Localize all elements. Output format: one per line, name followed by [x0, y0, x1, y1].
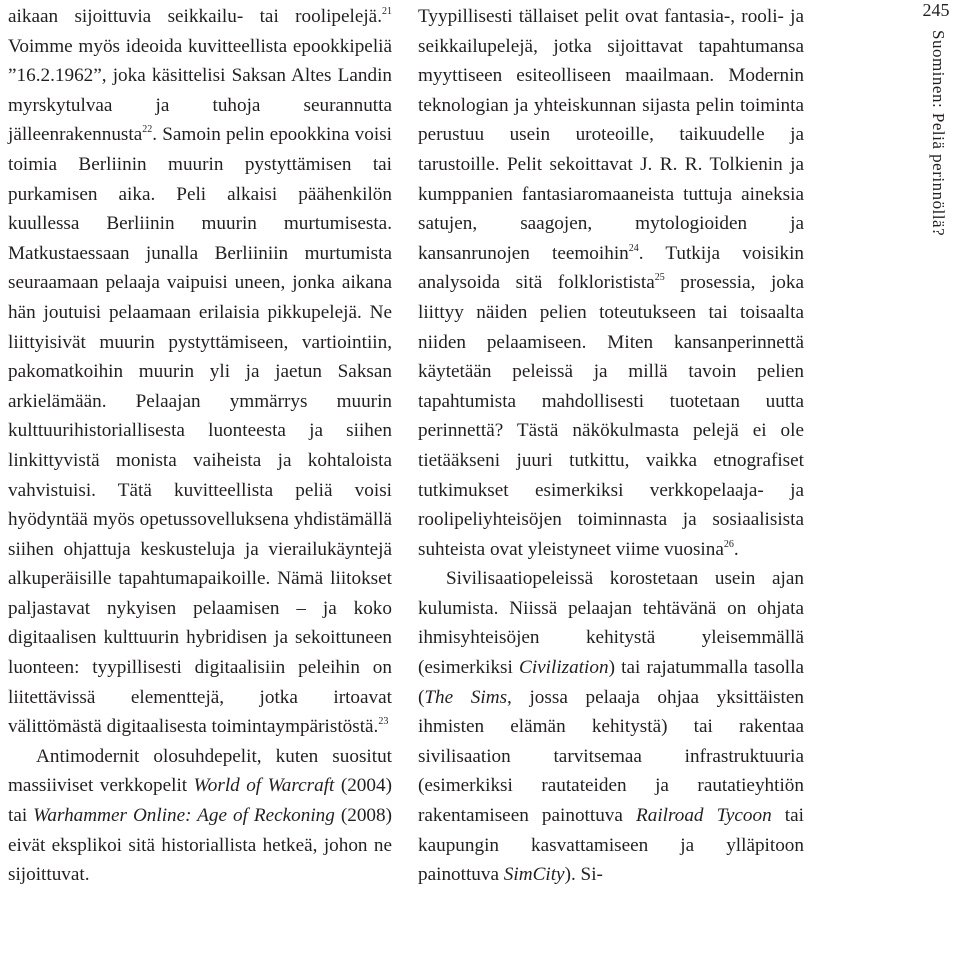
text-run: .	[733, 538, 739, 560]
paragraph	[8, 742, 392, 890]
game-title: Civilization	[519, 657, 609, 679]
text-run: aikaan sijoittuvia seikkailu- tai roolipelejä.	[8, 6, 382, 27]
text-run: Antimodernit olosuhdepelit, kuten suositut massiiviset verkkopelit	[8, 745, 392, 797]
footnote-ref-24[interactable]: 24	[628, 242, 639, 254]
paragraph	[418, 2, 804, 564]
paragraph	[418, 564, 804, 890]
footnote-ref-23[interactable]: 23	[378, 716, 389, 728]
footnote-ref-26[interactable]: 26	[723, 538, 734, 550]
game-title: Railroad Tycoon	[636, 805, 772, 827]
text-run: tai kaupungin kasvattamiseen ja ylläpitoon painottuva	[418, 805, 804, 886]
game-title: SimCity	[503, 864, 565, 886]
left-column	[8, 2, 392, 890]
page-number: 245	[922, 0, 950, 20]
text-run: ). Si-	[564, 864, 603, 886]
paragraph	[8, 2, 392, 742]
footnote-ref-22[interactable]: 22	[142, 124, 153, 136]
text-run: , jossa pelaaja ohjaa yksittäisten ihmisten elämän kehitystä) tai rakentaa sivilisaation tarvitsemaa infrastruktuuria (esimerkiksi rautateiden ja rautatieyhtiön rakentamiseen painottuva	[418, 686, 804, 827]
text-run: . Samoin pelin epookkina voisi toimia Berliinin muurin pystyttämisen tai purkamisen aika. Peli alkaisi päähenkilön kuullessa Berliinin muurin murtumisesta. Matkustaessaan junalla Berliiniin murtumista seuraamaan pelaaja vaipuisi uneen, jonka aikana hän joutuisi pelaamaan erilaisia pikkupelejä. Ne liittyisivät muurin pystyttämiseen, vartiointiin, pakomatkoihin muurin yli ja jaetun Saksan arkielämään. Pelaajan ymmärrys muurin kulttuurihistoriallisesta luonteesta ja siihen linkittyvistä monista vaiheista ja kohtaloista vahvistuisi. Tätä kuvitteellista peliä voisi hyödyntää myös opetussovelluksena yhdistämällä siihen ohjattuja keskusteluja ja vierailukäyntejä alkuperäisille tapahtumapaikoille. Nämä liitokset paljastavat nykyisen pelaamisen – ja koko digitaalisen kulttuurin hybridisen ja sekoittuneen luonteen: tyypillisesti digitaalisiin peleihin on liitettävissä elementtejä, jotka irtoavat välittömästä digitaalisesta toimintaympäristöstä.	[8, 124, 392, 738]
footnote-ref-25[interactable]: 25	[654, 272, 665, 284]
text-run: (2008) eivät eksplikoi sitä historiallista hetkeä, johon ne sijoittuvat.	[8, 805, 392, 886]
game-title: Warhammer Online: Age of Reckoning	[33, 805, 335, 827]
text-run: Voimme myös ideoida kuvitteellista epookkipeliä ”16.2.1962”, joka käsittelisi Saksan Altes Landin myrskytulvaa ja tuhoja seurannutta jälleenrakennusta	[8, 35, 392, 146]
game-title: World of Warcraft	[193, 775, 335, 797]
text-run: (2004) tai	[8, 775, 392, 827]
footnote-ref-21[interactable]: 21	[382, 6, 392, 17]
text-run: . Tutkija voisikin analysoida sitä folkloristista	[418, 242, 805, 294]
running-head: Suominen: Peliä perinnöllä?	[929, 30, 948, 237]
game-title: The Sims	[424, 686, 508, 708]
text-run: ) tai rajatummalla tasolla (	[418, 657, 804, 708]
right-column	[418, 2, 804, 890]
text-run: prosessia, joka liittyy näiden pelien toteutukseen tai toisaalta niiden pelaamiseen. Miten kansanperinnettä käytetään peleissä ja millä tavoin pelien tapahtumista mahdollisesti tuotetaan uutta perinnettä? Tästä näkökulmasta pelejä ei ole tietääkseni juuri tutkittu, vaikka etnografiset tutkimukset esimerkiksi verkkopelaaja- ja roolipeliyhteisöjen toiminnasta ja sosiaalisista suhteista ovat yleistyneet viime vuosina	[418, 272, 804, 560]
text-run: Sivilisaatiopeleissä korostetaan usein ajan kulumista. Niissä pelaajan tehtävänä on ohjata ihmisyhteisöjen kehitystä yleisemmällä (esimerkiksi	[418, 568, 804, 679]
text-run: Tyypillisesti tällaiset pelit ovat fantasia-, rooli- ja seikkailupelejä, jotka sijoittavat tapahtumansa myyttiseen esiteolliseen maailmaan. Modernin teknologian ja yhteiskunnan sijasta pelin toiminta perustuu usein uroteoille, taikuudelle ja tarustoille. Pelit sekoittavat J. R. R. Tolkienin ja kumppanien fantasiaromaaneista tuttuja aineksia satujen, saagojen, mytologioiden ja kansanrunojen teemoihin	[418, 6, 804, 264]
